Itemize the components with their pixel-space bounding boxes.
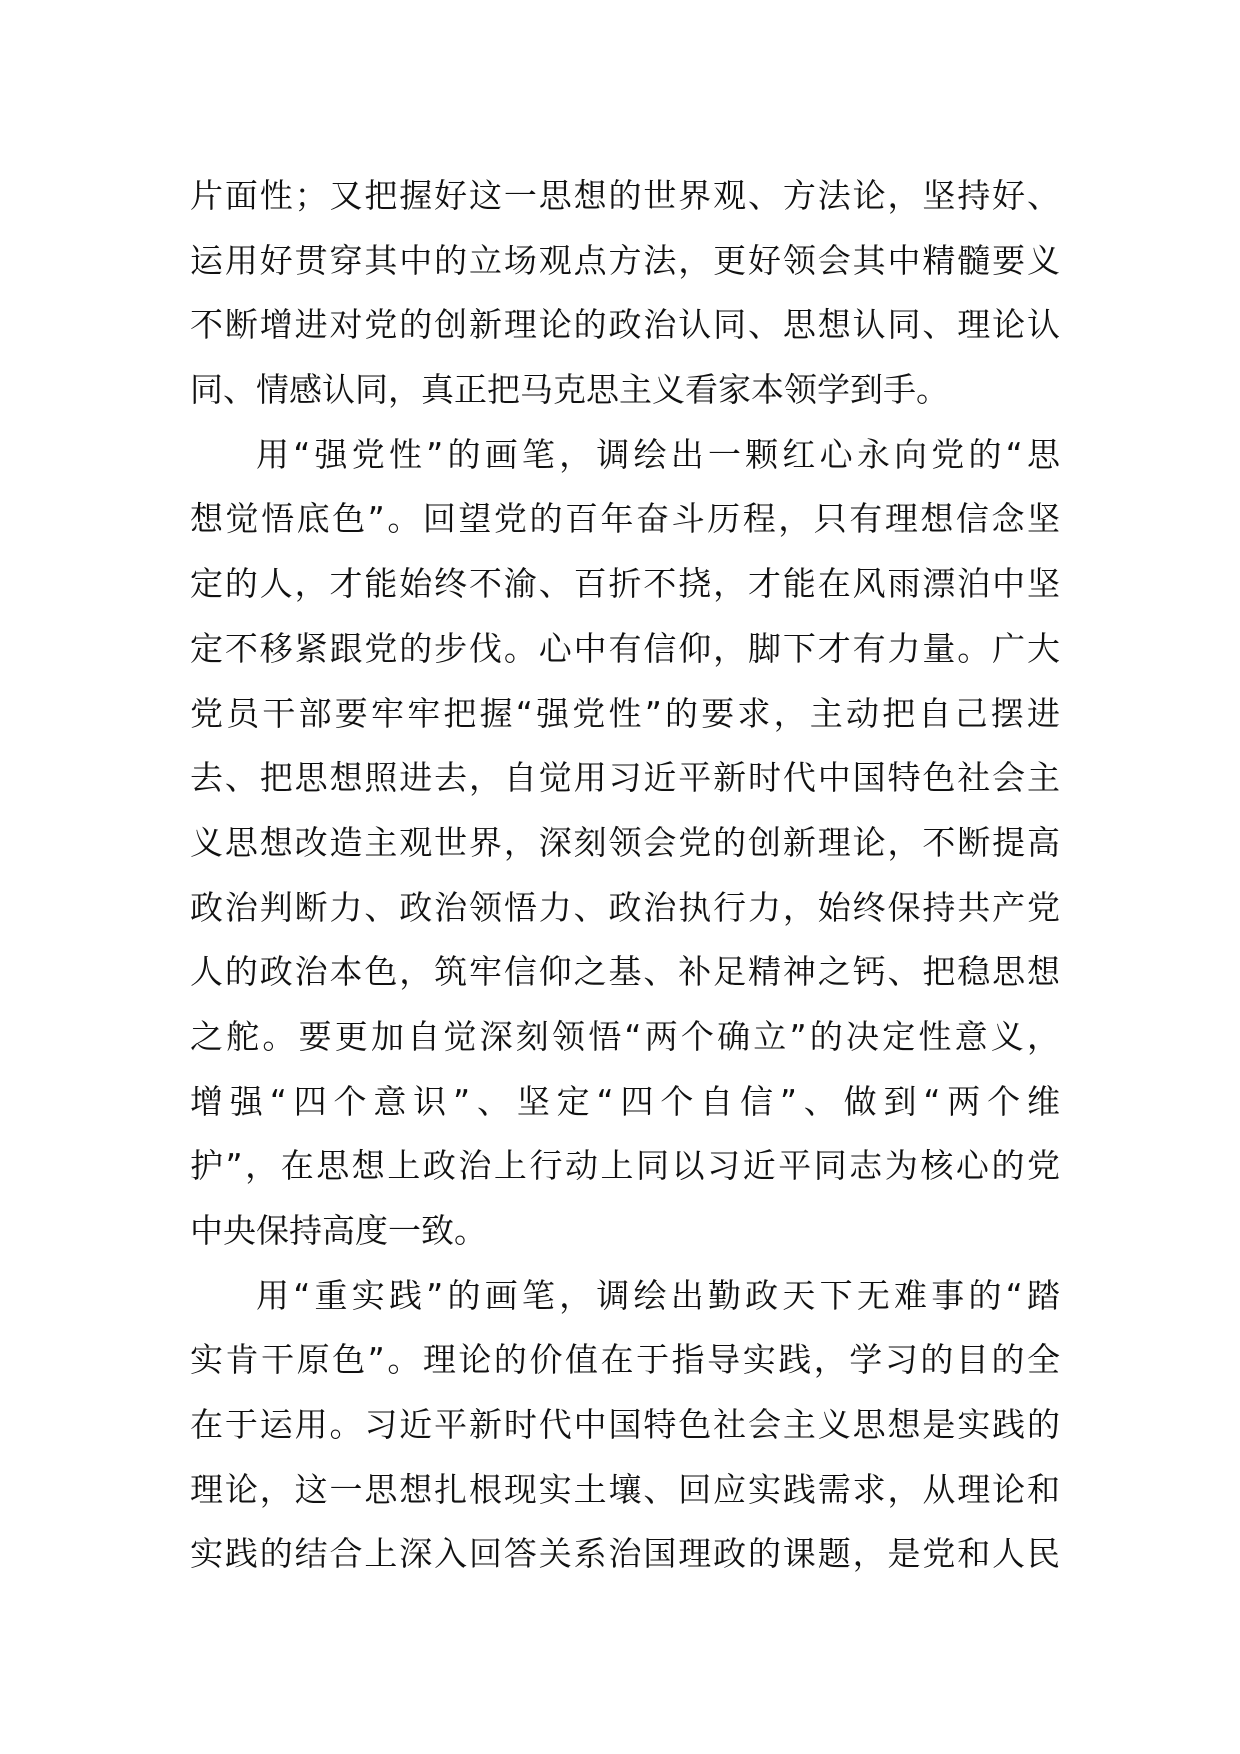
text-line: 增强“四个意识”、坚定“四个自信”、做到“两个维: [190, 1081, 1060, 1121]
text-line: 中央保持高度一致。: [190, 1211, 487, 1250]
text-line: 去、把思想照进去，自觉用习近平新时代中国特色社会主: [190, 758, 1060, 798]
text-line: 运用好贯穿其中的立场观点方法，更好领会其中精髓要义: [190, 240, 1060, 280]
text-line: 实践的结合上深入回答关系治国理政的课题，是党和人民: [190, 1534, 1060, 1574]
text-line: 定的人，才能始终不渝、百折不挠，才能在风雨漂泊中坚: [190, 564, 1060, 604]
text-line: 同、情感认同，真正把马克思主义看家本领学到手。: [190, 370, 949, 410]
text-line: 片面性；又把握好这一思想的世界观、方法论，坚持好、: [190, 176, 1060, 215]
document-body: [190, 164, 1060, 1587]
text-line: 党员干部要牢牢把握“强党性”的要求，主动把自己摆进: [190, 693, 1060, 733]
paragraph-2: [190, 423, 1060, 1264]
paragraph-1: [190, 164, 1060, 423]
text-line: 想觉悟底色”。回望党的百年奋斗历程，只有理想信念坚: [190, 499, 1060, 539]
text-line: 用“强党性”的画笔，调绘出一颗红心永向党的“思: [256, 434, 1060, 474]
text-line: 之舵。要更加自觉深刻领悟“两个确立”的决定性意义，: [190, 1016, 1060, 1056]
text-line: 实肯干原色”。理论的价值在于指导实践，学习的目的全: [190, 1340, 1060, 1380]
text-line: 政治判断力、政治领悟力、政治执行力，始终保持共产党: [190, 887, 1060, 927]
text-line: 用“重实践”的画笔，调绘出勤政天下无难事的“踏: [256, 1275, 1060, 1315]
text-line: 护”，在思想上政治上行动上同以习近平同志为核心的党: [190, 1146, 1060, 1186]
text-line: 义思想改造主观世界，深刻领会党的创新理论，不断提高: [190, 822, 1060, 862]
text-line: 理论，这一思想扎根现实土壤、回应实践需求，从理论和: [190, 1469, 1060, 1509]
text-line: 在于运用。习近平新时代中国特色社会主义思想是实践的: [190, 1405, 1060, 1445]
text-line: 定不移紧跟党的步伐。心中有信仰，脚下才有力量。广大: [190, 628, 1060, 668]
paragraph-3: [190, 1264, 1060, 1587]
text-line: 人的政治本色，筑牢信仰之基、补足精神之钙、把稳思想: [190, 952, 1060, 992]
text-line: 不断增进对党的创新理论的政治认同、思想认同、理论认: [190, 305, 1060, 345]
